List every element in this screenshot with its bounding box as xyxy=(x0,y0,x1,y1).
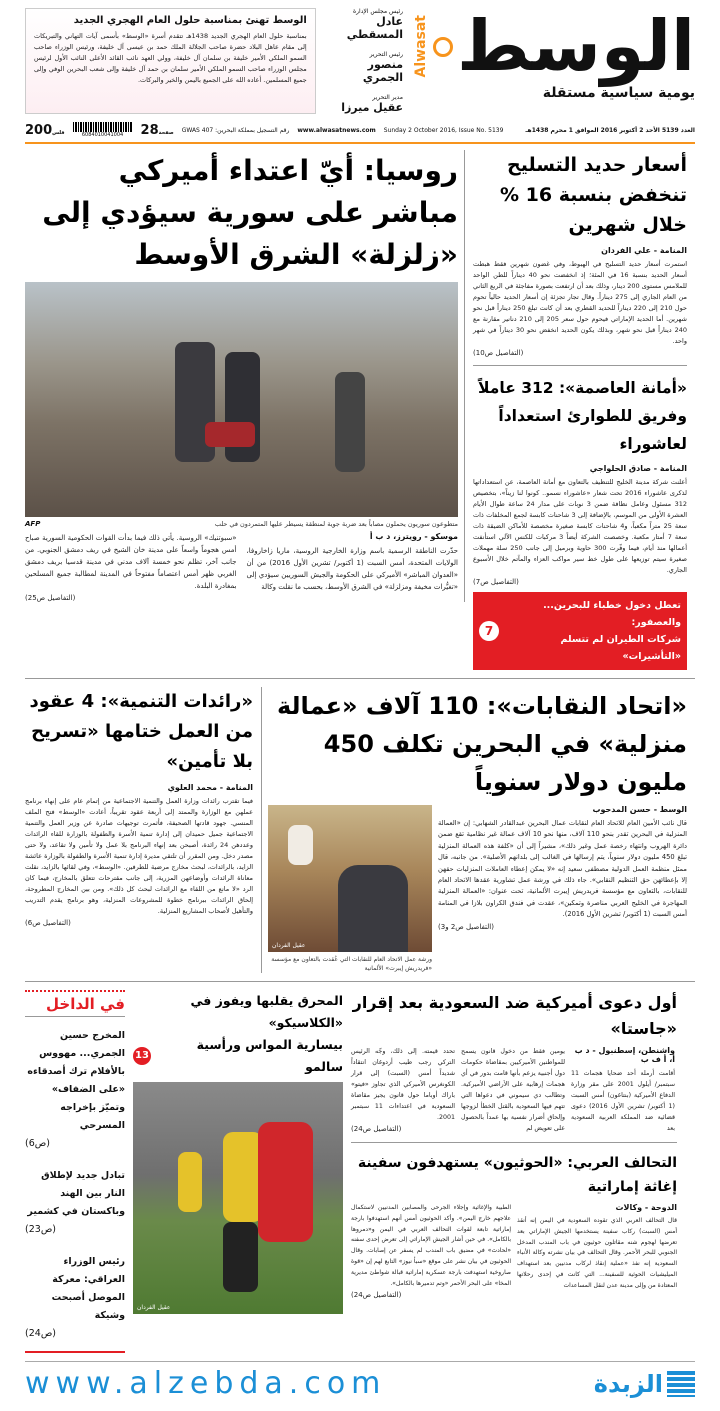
info-bar xyxy=(25,122,695,138)
globe-icon xyxy=(433,37,453,57)
amana-headline: «أمانة العاصمة»: 312 عاملاً وفريق للطوارئ استعداداً لعاشوراء xyxy=(478,379,687,453)
sports-photo-credit: عقيل الفردان xyxy=(137,1304,171,1311)
footer-website[interactable]: www.alzebda.com xyxy=(25,1366,387,1401)
amana-body: أعلنت شركة مدينة الخليج للتنظيف بالتعاون مع أمانة العاصمة، عن استعداداتها لذكرى عاشوراء 2016 تحت شعار «عاشوراء نسمو.. كونوا لنا زيناً»، بتخصيص 312 مسئول وعامل نظافة ضمن 3 نوبات على مدار 24 ساعة طوال الأيام العشرة الأولى من الموسم، بالإضافة إلى 3 شاحنات كابسة لجمع المخلفات ذات سعة 25 متراً مكعباً، و4 شاحنات كابسة صغيرة مخصصة للأماكن الضيقة ذات سعة 7 أمتار مكعبة. وخصصت الشركة أيضاً 3 مركبات للكنس الآلي استأنفت أعمالها منذ أيام، فيما وفّرت 300 حاوية وبرميل إلى جانب 250 سلة مهملات صغيرة سيتم توزيعها على طول خط سير مواكب العزاء والمآتم خلال الأسبوع الجاري. xyxy=(473,478,688,574)
editor-name: عادل المسقطي xyxy=(346,15,404,41)
barcode-bars xyxy=(73,122,133,132)
promo-line1: تعطل دخول خطباء للبحرين... والعصفور: xyxy=(543,600,681,628)
amana-details: (التفاصيل ص7) xyxy=(473,578,519,586)
steel-body: استمرت أسعار حديد التسليح في الهبوط، وفي غضون شهرين فقط هبطت أسعار الحديد بنسبة 16 في المئة؛ إذ انخفضت نحو 40 ديناراً للطن الواحد للملامس مستوى 200 دينار، وذلك بعد أن ارتفعت بصورة مفاجئة في الربع الثاني من العام الجاري إلى 275 ديناراً. وقال تجار تجزئة إن أسعار الحديد حالياً تحوم حول 210 إلى 220 ديناراً للحديد القطري بعد أن كانت تبلغ 250 ديناراً قبل نحو شهرين. أما الحديد الإماراتي فيحوم حول سعر 205 إلى 210 دنانير مقارنة مع 240 ديناراً قبل نحو شهر، وبذلك يكون الحديد انخفض نحو 30 ديناراً في شهر واحد. xyxy=(473,260,687,345)
barcode xyxy=(73,122,133,138)
lead-photo xyxy=(25,282,458,517)
greeting-body: بمناسبة حلول العام الهجري الجديد 1438هـ تتقدم أسرة «الوسط» بأسمى آيات التهاني والتبريكات إلى مقام عاهل البلاد حضرة صاحب الجلالة الملك حمد بن عيسى آل خليفة، ورئيس الوزراء صاحب السمو الملكي الأمير خليفة بن سلمان آل خليفة، وولي العهد نائب القائد الأعلى النائب الأول لرئيس مجلس الوزراء صاحب السمو الملكي الأمير سلمان بن حمد آل خليفة وإلى شعب البحرين الوفي وإلى جميع المسلمين. أعاده الله على الجميع باليمن والخير والبركات. xyxy=(34,32,307,84)
raedat-headline: «رائدات التنمية»: 4 عقود من العمل ختامها «تسريح بلا تأمين» xyxy=(29,691,253,772)
editors-list xyxy=(326,8,403,114)
unions-headline: «اتحاد النقابات»: 110 آلاف «عمالة منزلية» في البحرين تكلف 450 مليون دولار سنوياً xyxy=(276,692,687,796)
sports-photo xyxy=(133,1082,343,1314)
masthead xyxy=(25,5,695,114)
website[interactable]: www.alwasatnews.com xyxy=(297,126,376,134)
jasta-headline: أول دعوى أميركية ضد السعودية بعد إقرار «جاستا» xyxy=(352,993,677,1038)
visa-promo-box[interactable] xyxy=(473,592,687,670)
price: 200فلس xyxy=(25,122,65,138)
lead-photo-caption: متطوعون سوريون يحملون مصاباً بعد ضربة جوية لمنطقة يسيطر عليها المتمردون في حلب xyxy=(214,520,458,528)
date-english: Sunday 2 October 2016, Issue No. 5139 xyxy=(383,126,504,134)
editor-role: مدير التحرير xyxy=(372,94,404,101)
right-column xyxy=(473,150,687,670)
sports-story xyxy=(133,990,343,1314)
sports-headline-1: المحرق يقلبها ويفوز في «الكلاسيكو» xyxy=(190,993,343,1030)
bottom-right-column xyxy=(351,990,677,1299)
houthi-headline: التحالف العربي: «الحوثيون» يستهدفون سفينة إغاثة إماراتية xyxy=(357,1155,677,1195)
unions-byline: الوسط - حسن المدحوب xyxy=(592,805,687,814)
inside-title: في الداخل xyxy=(25,992,125,1017)
lead-col1: حذّرت الناطقة الرسمية باسم وزارة الخارجية الروسية، ماريا زاخاروفا، الولايات المتحدة، أمس السبت (1 أكتوبر/ تشرين الأول 2016) من أن «العدوان المباشر» الأميركي على الحكومة والجيش السوريين سيؤدي إلى «تغيُّرات مخيفة ومزلزلة» في الشرق الأوسط، بحسب ما نقلت وكالة xyxy=(246,547,458,591)
raedat-body: فيما تقترب رائدات وزارة العمل والتنمية الاجتماعية من إتمام عام على إنهاء برنامج عملهن مع الوزارة والممتد إلى أربعة عقود تقريباً، أعادت «الوسط» فتح الملف المنسي. جهود قادتها الصحيفة، فأثمرت توجيهات صادرة عن وزير العمل والتنمية الاجتماعية جميل حميدان إلى إدارة تنمية الأسرة والطفولة بالوزارة للقاء الرائدات وعددهن 24 رائدة، أصبحن بعد إنهاء البرنامج بلا عمل ولا تأمين ولا تقاعد، ولا حتى مصدر دخل. ومن المقرر أن تلتقي مديرة إدارة تنمية الأسرة والطفولة بالوزارة عائشة الزايد، بالرائدات، لبحث مخارج مرضية للطرفين. «الوسط»، وفي لقائها بالزايد، نقلت معاناة الرائدات وأوضاعهن المزرية، إلى جانب مقترحات تتعلق بالمخارج، فيما كان الرد «لا مانع من اللقاء مع الرائدات لبحث كل ذلك». ومن بين المخارج المطروحة، إلحاق الرائدات ببرنامج خطوة للمشروعات المنزلية، وهو برنامج يقدم التدريب والتأهيل لأصحاب المشاريع المنزلية. xyxy=(25,797,254,915)
lead-photo-credit: AFP xyxy=(25,520,41,528)
houthi-col1: قال التحالف العربي الذي تقوده السعودية في اليمن إنه أنقذ أمس (السبت) ركاب سفينة يستخدمها الجيش الإماراتي بعد تعرضها لهجوم شنه مقاتلون حوثيون في باب المندب المدخل الجنوبي للبحر الأحمر. وقال التحالف في بيان نشرته وكالة الأنباء السعودية إنه نفذ «عملية إنقاذ لركاب مدنيين بعد استهداف الميليشيات الحوثية للسفينة... التي كانت في إحدى رحلاتها المعتادة من وإلى مدينة عدن لنقل المساعدات xyxy=(517,1217,677,1289)
sports-page-badge: 13 xyxy=(133,1047,151,1065)
unions-body: قال نائب الأمين العام للاتحاد العام لنقابات عمال البحرين عبدالقادر الشهابي: إن «العمالة المنزلية في البحرين تقدر بنحو 110 آلاف، منها نحو 10 آلاف عمالة غير نظامية تقع ضمن دائرة الهروب وانتهاء رخصة عمل وغير ذلك»، مشيراً إلى أن «كلفة هذه العمالة المنزلية تبلغ 450 مليون دولار سنوياً، يتم إرسالها في الغالب إلى بلدانهم الأصلية». من جانبه، قال ممثل منظمة العمل الدولية مصطفى سعيد إنه «لا يمكن إعطاء العاملات المنزليات حقهن إلا بإعطائهن حق التنظيم النقابي». جاء ذلك في ورشة عمل تشاورية عقدها الاتحاد العام للنقابات، بالتعاون مع مؤسسة فريدريش إيبرت الألمانية، تحت عنوان: «العمالة المنزلية المهاجرة في الخليج العربي مناصرة وتمكين»، عقدت في فندق الكراون بلازا في المنامة أمس السبت (1 أكتوبر/ تشرين الأول 2016). xyxy=(438,819,687,919)
orange-divider xyxy=(25,142,695,144)
jasta-details: (التفاصيل ص24) xyxy=(351,1125,402,1133)
logo-latin: Alwasat xyxy=(413,15,430,78)
unions-photo-credit: عقيل الفردان xyxy=(272,942,306,949)
logo-arabic: الوسط xyxy=(457,5,695,87)
footer-logo xyxy=(594,1370,695,1398)
unions-details: (التفاصيل ص2 و3) xyxy=(438,922,494,931)
editor-name: عقيل ميرزا xyxy=(341,101,404,114)
jasta-col3: تحدد قيمته. إلى ذلك، وجّه الرئيس التركي رجب طيب أردوغان انتقاداً شديداً أمس (السبت) إلى قرار الكونغرس الأميركي الذي تجاوز «فيتو» باراك أوباما حول قانون يجيز مقاضاة السعودية في اعتداءات 11 سبتمبر 2001. xyxy=(351,1048,456,1121)
logo-tagline: يومية سياسية مستقلة xyxy=(542,85,695,101)
footer-logo-text: الزبدة xyxy=(593,1369,663,1398)
houthi-byline: الدوحة - وكالات xyxy=(615,1203,677,1212)
lead-byline: موسكو - رويترز، د ب أ xyxy=(369,532,458,541)
inside-item[interactable]: المخرج حسين الجمري... مهووس بالأفلام ترك أصدقاءه «على الضفاف» وتميّز بإخراجه المسرحي (ص6) xyxy=(25,1030,125,1149)
unions-photo-caption: ورشة عمل الاتحاد العام للنقابات التي عُقدت بالتعاون مع مؤسسة «فريدريش إيبرت» الألمانية xyxy=(271,956,432,972)
unions-photo xyxy=(268,805,432,952)
lead-headline: روسيا: أيّ اعتداء أميركي مباشر على سورية سيؤدي إلى «زلزلة» الشرق الأوسط xyxy=(42,154,458,271)
greeting-box xyxy=(25,8,316,114)
page-badge: 7 xyxy=(479,621,499,641)
steel-byline: المنامة - علي الفردان xyxy=(601,246,687,255)
steel-details: (التفاصيل ص10) xyxy=(473,349,524,357)
jasta-col2: يومين فقط من دخول قانون يسمح للمواطنين الأميركيين بمقاضاة حكومات دول أجنبية يزعم بأنها قامت بدور في أي هجمات إرهابية على الأراضي الأميركية. وتطالب دي سيموني في دعواها التي تتهم فيها السعودية بالقتل الخطأ لزوجها وإلحاق أضرار نفسية بها عمداً بالحصول على تعويض لم xyxy=(461,1048,565,1132)
unions-story xyxy=(261,687,687,973)
greeting-title: الوسط تهنئ بمناسبة حلول العام الهجري الجديد xyxy=(73,15,307,26)
inside-box xyxy=(25,990,125,1353)
registration: رقم التسجيل بمملكة البحرين: GWAS 407 xyxy=(181,126,290,134)
houthi-col2: الطبية والإغاثية وإجلاء الجرحى والمصابين المدنيين لاستكمال علاجهم خارج اليمن». وأكد الحوثيون أمس أنهم استهدفوا بارجة إماراتية تابعة لقوات التحالف العربي في اليمن و«دمروها بالكامل». في حين أشار الجيش الإماراتي إلى تعرض إحدى سفنه «لحادث» في مضيق باب المندب لم يسفر عن إصابات. وقال الحوثيون في بيان نشر على موقع «سبأ نيوز» التابع لهم إن «قوة صاروخية استهدفت بارجة عسكرية إماراتية قبالة شواطئ مديرية المخا» على البحر الأحمر «وتم تدميرها بالكامل». xyxy=(351,1204,511,1287)
editor-role: رئيس مجلس الإدارة xyxy=(352,8,404,15)
issue-arabic: العدد 5139 الأحد 2 أكتوبر 2016 الموافق 1 محرم 1438هـ xyxy=(525,126,695,134)
masthead-logo xyxy=(413,5,695,114)
jasta-col1: أقامت أرملة أحد ضحايا هجمات 11 سبتمبر/ أيلول 2001 على مقر وزارة الدفاع الأميركية (بنتاغون) أمس السبت (1 أكتوبر/ تشرين الأول 2016) دعوى قضائية ضد المملكة العربية السعودية بعد xyxy=(571,1070,676,1132)
page-count: 28صفحة xyxy=(140,122,174,138)
lead-details: (التفاصيل ص25) xyxy=(25,594,76,602)
promo-line2: شركات الطيران لم تتسلم «التأشيرات» xyxy=(560,634,681,662)
steel-headline: أسعار حديد التسليح تنخفض بنسبة 16 % خلال شهرين xyxy=(499,154,687,236)
raedat-details: (التفاصيل ص6) xyxy=(25,919,71,927)
sports-headline-2: بيسارية المواس ورأسية سالمو xyxy=(196,1037,343,1074)
raedat-byline: المنامة - محمد العلوي xyxy=(167,783,253,792)
lead-story xyxy=(25,150,465,602)
editor-name: منصور الجمري xyxy=(362,58,404,84)
editor-role: رئيس التحرير xyxy=(369,51,404,58)
inside-item[interactable]: تبادل جديد لإطلاق النار بين الهند وباكستان في كشمير (ص23) xyxy=(25,1170,125,1235)
jasta-byline: واشنطن، إسطنبول - د ب أ، أ ف ب xyxy=(574,1046,675,1064)
barcode-number: 6084010041004 xyxy=(81,132,124,138)
raedat-story xyxy=(25,687,253,927)
inside-item[interactable]: رئيس الوزراء العراقي: معركة الموصل أصبحت وشيكة (ص24) xyxy=(25,1256,125,1339)
amana-byline: المنامة - صادق الحلواجي xyxy=(589,464,687,473)
houthi-details: (التفاصيل ص24) xyxy=(351,1291,402,1300)
logo-stripes-icon xyxy=(667,1371,695,1397)
lead-col2: «سبوتنيك» الروسية. يأتي ذلك فيما بدأت القوات الحكومية السورية صباح أمس هجوماً واسعاً على مدينة خان الشيخ في ريف دمشق الجنوبي. من جانب آخر، تظلم نحو خمسة آلاف مدني في مدينة قدسيا بريف دمشق الغربي ظهر أمس اعتصاماً مفتوحاً في المدينة لمطالبة جميع المسلحين بمغادرة البلدة. xyxy=(25,534,237,590)
